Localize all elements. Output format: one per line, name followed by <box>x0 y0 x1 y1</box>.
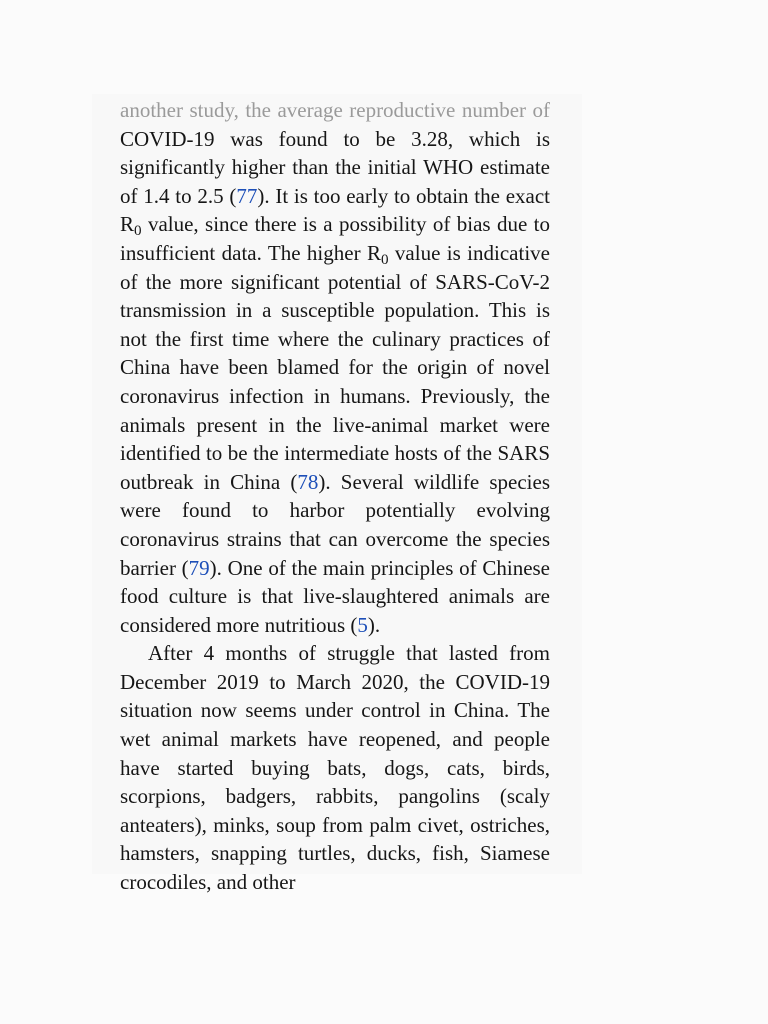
body-text: ). One of the main principles of Chinese food culture is that live-slaughtered animals are considered more nutritious ( <box>120 555 551 637</box>
body-text: ). It is too early to obtain the exact R <box>120 183 550 237</box>
body-text: value, since there is a possibility of bias due to insufficient data. The higher R <box>120 212 550 265</box>
faded-text: another study, the average reproductive number of <box>120 98 550 122</box>
paragraph-1 <box>120 96 550 639</box>
paragraph-2 <box>120 639 550 896</box>
subscript: 0 <box>380 252 389 269</box>
reference-link[interactable]: 5 <box>357 612 368 637</box>
reference-link[interactable]: 77 <box>236 183 258 208</box>
body-text: ). Several wildlife species were found to harbor potentially evolving coronavirus strains that can overcome the species barrier ( <box>120 469 550 580</box>
reference-link[interactable]: 78 <box>297 469 319 494</box>
reference-link[interactable]: 79 <box>188 555 210 580</box>
body-text: COVID-19 was found to be 3.28, which is significantly higher than the initial WHO estimate of 1.4 to 2.5 ( <box>120 126 550 208</box>
body-text: After 4 months of struggle that lasted from December 2019 to March 2020, the COVID-19 situation now seems under control in China. The wet animal markets have reopened, and people have started buying bats, dogs, cats, birds, scorpions, badgers, rabbits, pangolins (scaly anteaters), minks, soup from palm civet, ostriches, hamsters, snapping turtles, ducks, fish, Siamese crocodiles, and other <box>120 641 550 895</box>
subscript: 0 <box>134 223 142 240</box>
body-text: ). <box>367 612 381 637</box>
article-body <box>120 96 550 897</box>
body-text: value is indicative of the more significant potential of SARS-CoV-2 transmission in a susceptible population. This is not the first time where the culinary practices of China have been blamed for the origin of novel coronavirus infection in humans. Previously, the animals present in the live-animal market were identified to be the intermediate hosts of the SARS outbreak in China ( <box>120 240 550 494</box>
